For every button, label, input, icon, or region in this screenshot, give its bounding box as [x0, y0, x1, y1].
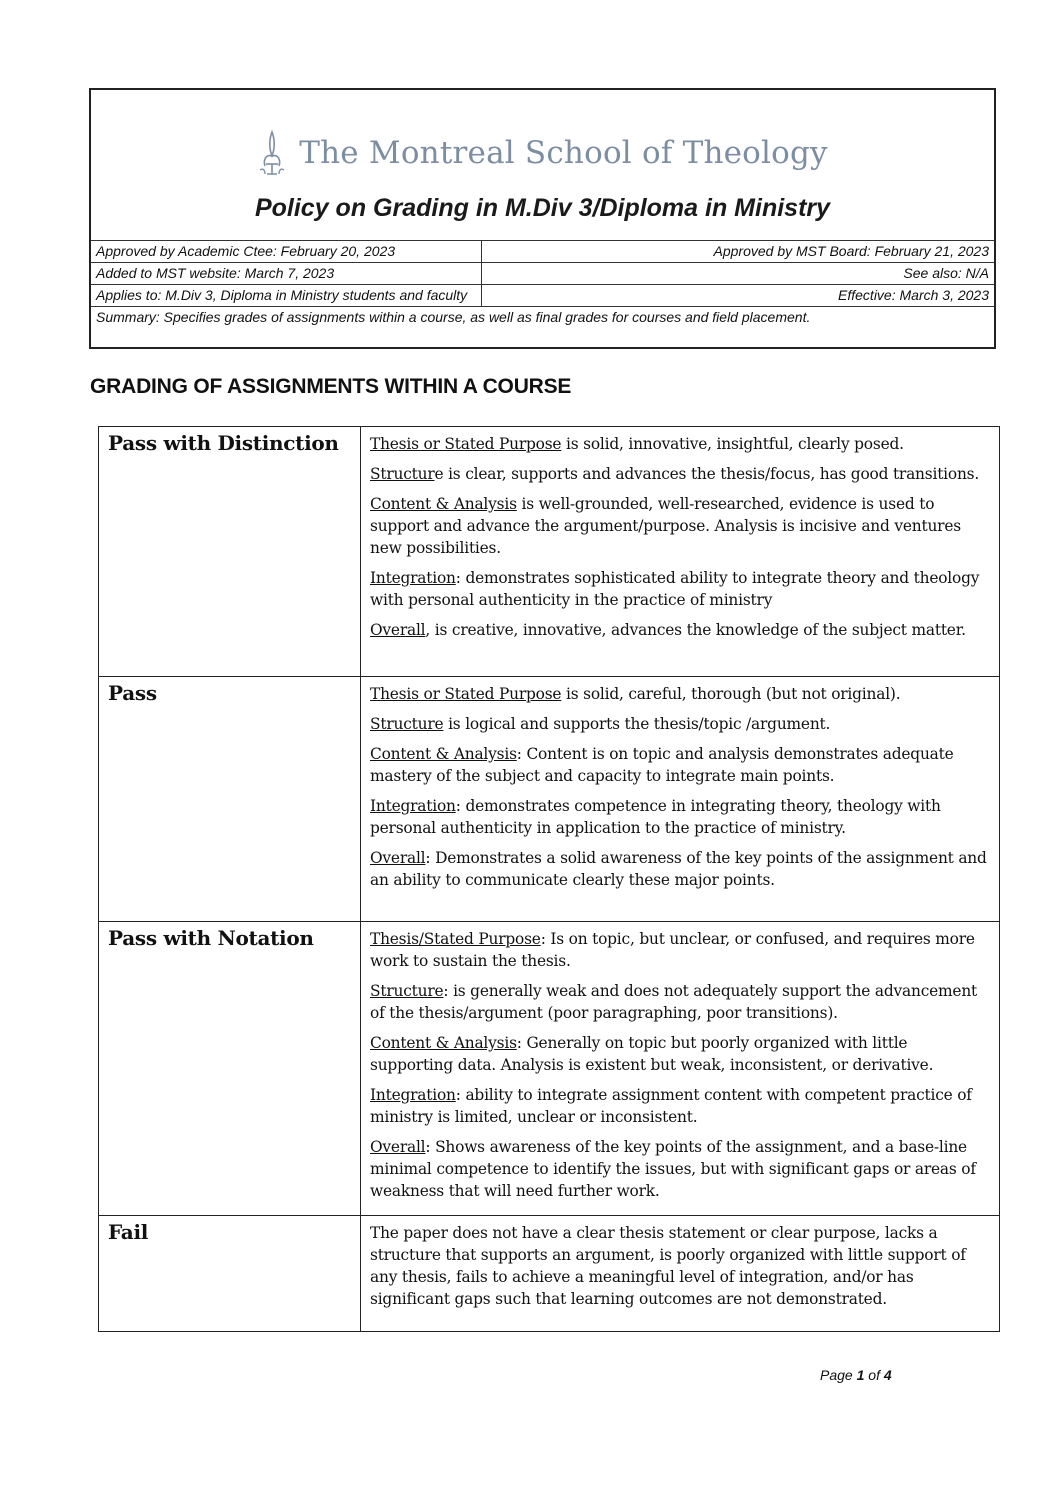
criterion: [370, 567, 991, 611]
criterion-term: Overall: [370, 621, 426, 639]
grade-description: [361, 1216, 1000, 1332]
grade-row-pass: [99, 677, 1000, 922]
meta-summary: Summary: Specifies grades of assignments within a course, as well as final grades for courses and field placement.: [91, 307, 994, 329]
criterion-text: : ability to integrate assignment content with competent practice of ministry is limited, unclear or inconsistent.: [370, 1086, 972, 1126]
criterion: [370, 928, 991, 972]
criterion-text: : is generally weak and does not adequately support the advancement of the thesis/argument (poor paragraphing, poor transitions).: [370, 982, 978, 1022]
meta-added-website: Added to MST website: March 7, 2023: [91, 263, 482, 285]
criterion-text: : Generally on topic but poorly organized with little supporting data. Analysis is existent but weak, inconsistent, or derivative.: [370, 1034, 934, 1074]
criterion: [370, 433, 991, 455]
meta-see-also: See also: N/A: [482, 263, 995, 285]
grade-name: Pass: [99, 677, 361, 922]
criterion: [370, 493, 991, 559]
criterion-text: e is clear, supports and advances the thesis/focus, has good transitions.: [434, 465, 980, 483]
criterion: [370, 847, 991, 891]
criterion-text: is logical and supports the thesis/topic /argument.: [443, 715, 831, 733]
meta-row: [91, 307, 994, 329]
grade-name: Pass with Notation: [99, 922, 361, 1216]
page-total: 4: [883, 1367, 892, 1383]
criterion: [370, 1222, 991, 1310]
criterion-term: Content & Analysis: [370, 1034, 517, 1052]
criterion-term: Structure: [370, 715, 444, 733]
grade-description: [361, 922, 1000, 1216]
criterion-text: : Shows awareness of the key points of the assignment, and a base-line minimal competence to identify the issues, but with significant gaps or areas of weakness that will need further work.: [370, 1138, 976, 1200]
criterion-term: Overall: [370, 849, 426, 867]
criterion-term: Thesis/Stated Purpose: [370, 930, 541, 948]
criterion-term: Content & Analysis: [370, 495, 517, 513]
criterion-term: Integration: [370, 797, 456, 815]
criterion: [370, 1032, 991, 1076]
criterion-text: , is creative, innovative, advances the knowledge of the subject matter.: [425, 621, 966, 639]
criterion-text: : demonstrates competence in integrating theory, theology with personal authenticity in application to the practice of ministry.: [370, 797, 941, 837]
criterion-text: is solid, innovative, insightful, clearly posed.: [561, 435, 904, 453]
criterion-text: is solid, careful, thorough (but not original).: [561, 685, 901, 703]
criterion-term: Thesis or Stated Purpose: [370, 685, 562, 703]
criterion-term: Structur: [370, 465, 435, 483]
criterion: [370, 463, 991, 485]
page-word: Page: [820, 1367, 853, 1383]
criterion: [370, 795, 991, 839]
page-current: 1: [856, 1367, 865, 1383]
criterion: [370, 743, 991, 787]
criterion: [370, 1084, 991, 1128]
fleur-de-lis-icon: [257, 130, 287, 176]
criterion: [370, 619, 991, 641]
criterion-text: The paper does not have a clear thesis statement or clear purpose, lacks a structure that supports an argument, is poorly organized with little support of any thesis, fails to achieve a meaningful level of integration, and/or has significant gaps such that learning outcomes are not demonstrated.: [370, 1224, 966, 1308]
school-name: The Montreal School of Theology: [299, 135, 828, 171]
criterion: [370, 1136, 991, 1202]
meta-effective: Effective: March 3, 2023: [482, 285, 995, 307]
criterion-text: : Content is on topic and analysis demonstrates adequate mastery of the subject and capacity to integrate main points.: [370, 745, 954, 785]
policy-header: [89, 88, 996, 349]
criterion-term: Integration: [370, 569, 456, 587]
criterion-term: Thesis or Stated Purpose: [370, 435, 562, 453]
page-of: of: [868, 1367, 880, 1383]
grading-table: [98, 426, 1000, 1332]
meta-applies-to: Applies to: M.Div 3, Diploma in Ministry students and faculty: [91, 285, 482, 307]
criterion-text: : Is on topic, but unclear, or confused, and requires more work to sustain the thesis.: [370, 930, 975, 970]
page-number: [820, 1367, 892, 1383]
grade-row-pass-with-notation: [99, 922, 1000, 1216]
criterion: [370, 980, 991, 1024]
criterion: [370, 713, 991, 735]
criterion-term: Integration: [370, 1086, 456, 1104]
grade-name: Pass with Distinction: [99, 427, 361, 677]
grade-row-fail: [99, 1216, 1000, 1332]
criterion-term: Overall: [370, 1138, 426, 1156]
grade-name: Fail: [99, 1216, 361, 1332]
criterion-term: Content & Analysis: [370, 745, 517, 763]
policy-title: Policy on Grading in M.Div 3/Diploma in Ministry: [254, 194, 831, 222]
grade-description: [361, 427, 1000, 677]
meta-row: [91, 263, 994, 285]
meta-approved-board: Approved by MST Board: February 21, 2023: [482, 241, 995, 263]
criterion-term: Structure: [370, 982, 444, 1000]
grade-description: [361, 677, 1000, 922]
criterion-text: is well-grounded, well-researched, evidence is used to support and advance the argument/purpose. Analysis is incisive and ventures new possibilities.: [370, 495, 961, 557]
meta-row: [91, 285, 994, 307]
meta-row: [91, 241, 994, 263]
grade-row-pass-with-distinction: [99, 427, 1000, 677]
policy-metadata-table: [91, 240, 994, 328]
criterion-text: : Demonstrates a solid awareness of the key points of the assignment and an ability to communicate clearly these major points.: [370, 849, 987, 889]
section-heading: GRADING OF ASSIGNMENTS WITHIN A COURSE: [90, 375, 572, 398]
meta-approved-academic: Approved by Academic Ctee: February 20, 2023: [91, 241, 482, 263]
criterion: [370, 683, 991, 705]
criterion-text: : demonstrates sophisticated ability to integrate theory and theology with personal authenticity in the practice of ministry: [370, 569, 980, 609]
school-logo: [91, 128, 994, 178]
